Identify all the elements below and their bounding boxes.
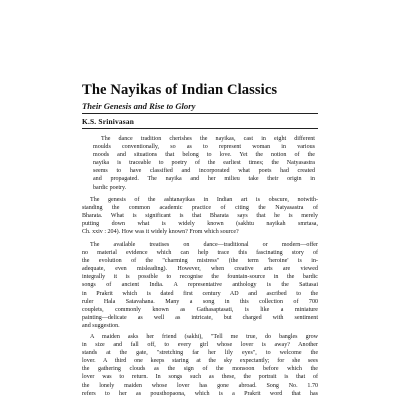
body-line: in size and fall off, to every girl whose lover is away? Another (82, 342, 318, 349)
body-line: A maiden asks her friend (sakhi), "Tell me true, do bangles grow (90, 334, 318, 340)
body-line: The genesis of the ashtanayikas in Indian art is obscure, notwith- (90, 197, 318, 203)
body-line: couplets, commonly known as Gathasaptasati, is like a miniature (82, 306, 318, 313)
abstract-line: moulds conventionally, so as to represent woman in various (93, 144, 315, 151)
abstract-line: and propagated. The nayika and her milieu take their origin in (93, 176, 315, 183)
divider-line (82, 113, 318, 114)
body-line: the evolution of the "charming mistress" (the term 'heroine' is in- (82, 258, 318, 265)
body-line: lover. A third one keeps staring at the sky expectantly; for she sees (82, 358, 318, 365)
body-line: refers to her as pousthopaona, which is a Prakrit word that has (82, 390, 318, 397)
body-line: Bharata. What is significant is that Bharata says that he is merely (82, 213, 318, 220)
body-line: the lonely maiden whose lover has gone abroad. Song No. 1.70 (82, 382, 318, 389)
abstract-line: bardic poetry. (93, 184, 127, 191)
abstract-line: The dance tradition cherishes the nayikas, cast in eight different (101, 136, 315, 142)
body-line: putting down what is widely known (sakhtu nayikah smrtasa, (82, 221, 318, 228)
body-line: Ch. xxiv : 204). How was it widely known? From which source? (82, 229, 239, 236)
abstract-line: moods and situations that belong to love. Yet the notion of the (93, 152, 315, 159)
body-line: adequate, even misleading). However, when creative arts are viewed (82, 266, 318, 273)
body-line: ruler Hala Satavahana. Many a song in this collection of 700 (82, 298, 318, 305)
body-line: the gathering clouds as the sign of the monsoon before which the (82, 366, 318, 373)
abstract-line: seems to have classified and incorporated what poets had created (93, 168, 315, 175)
abstract-line: nayika is traceable to poetry of the earliest times; the Natyasastra (93, 160, 315, 167)
body-line: in Prakrit which is dated first century AD and ascribed to the (82, 290, 318, 297)
body-line: standing the common academic practice of citing the Natyasastra of (82, 205, 318, 212)
body-line: integrally it is possible to recognise the fountain-source in the bardic (82, 274, 318, 281)
body-line: The available treatises on dance—traditional or modern—offer (90, 242, 318, 248)
body-line: lover was to return. In songs such as these, the portrait is that of (82, 374, 318, 381)
paragraph-3 (82, 333, 318, 398)
article-subtitle: Their Genesis and Rise to Glory (82, 101, 196, 111)
paragraph-1 (82, 196, 318, 236)
body-line: painting—delicate as well as intricate, but charged with sentiment (82, 314, 318, 321)
body-line: stands at the gate, "stretching far her lily eyes", to welcome the (82, 350, 318, 357)
divider-line (82, 128, 318, 129)
paragraph-2 (82, 241, 318, 330)
body-line: and suggestion. (82, 322, 120, 329)
article-title: The Nayikas of Indian Classics (82, 82, 278, 98)
abstract (93, 135, 315, 192)
author-name: K.S. Srinivasan (82, 117, 135, 126)
body-line: songs of ancient India. A representative anthology is the Sattasai (82, 282, 318, 289)
body-line: no material evidence which can help trace this fascinating story of (82, 250, 318, 257)
